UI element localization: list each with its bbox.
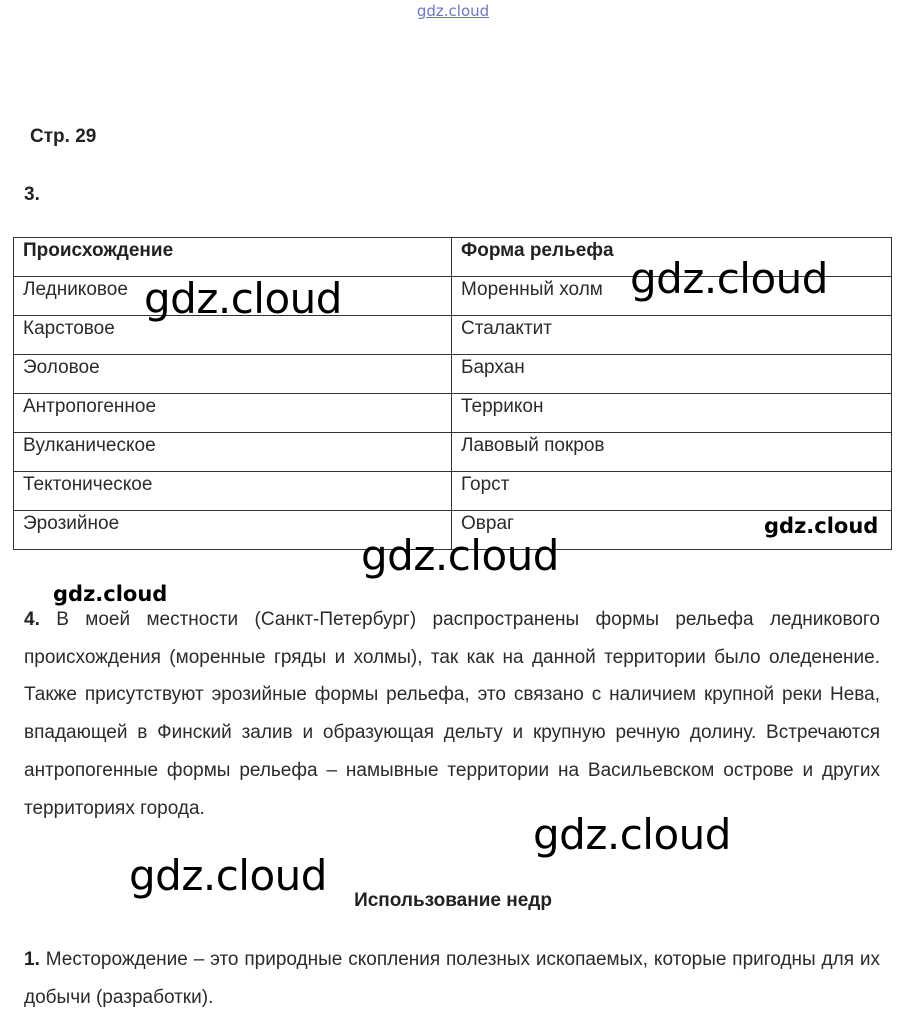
column-header-origin: Происхождение: [14, 238, 452, 277]
origin-cell: Антропогенное: [14, 394, 452, 433]
task-4-paragraph: [24, 601, 880, 827]
table-row: [14, 355, 892, 394]
origin-cell: Тектоническое: [14, 472, 452, 511]
origin-cell: Карстовое: [14, 316, 452, 355]
site-header-link[interactable]: gdz.cloud: [416, 2, 490, 20]
origin-cell: Эрозийное: [14, 511, 452, 550]
watermark: gdz.cloud: [533, 810, 731, 859]
column-header-landform: Форма рельефа: [452, 238, 892, 277]
origin-cell: Ледниковое: [14, 277, 452, 316]
task-3-number: 3.: [24, 184, 40, 205]
landform-cell: Овраг: [452, 511, 892, 550]
task-4-number: 4.: [24, 609, 40, 630]
watermark: gdz.cloud: [764, 514, 879, 538]
task-1-paragraph: [24, 941, 880, 1016]
table-row: [14, 394, 892, 433]
origin-cell: Эоловое: [14, 355, 452, 394]
landform-cell: Горст: [452, 472, 892, 511]
watermark: gdz.cloud: [630, 254, 828, 303]
watermark: gdz.cloud: [361, 531, 559, 580]
landform-cell: Бархан: [452, 355, 892, 394]
task-4-text: В моей местности (Санкт-Петербург) распространены формы рельефа ледникового происхождения (моренные гряды и холмы), так как на данной территории было оледенение. Также присутствуют эрозийные формы рельефа, это связано с наличием крупной реки Нева, впадающей в Финский залив и образующая дельту и крупную речную долину. Встречаются антропогенные формы рельефа – намывные территории на Васильевском острове и других территориях города.: [24, 609, 881, 819]
table-row: [14, 472, 892, 511]
watermark: gdz.cloud: [144, 274, 342, 323]
table-row: [14, 433, 892, 472]
watermark: gdz.cloud: [53, 582, 168, 606]
landform-cell: Моренный холм: [452, 277, 892, 316]
landform-cell: Лавовый покров: [452, 433, 892, 472]
landform-cell: Террикон: [452, 394, 892, 433]
task-1-text: Месторождение – это природные скопления полезных ископаемых, которые пригодны для их добычи (разработки).: [24, 949, 880, 1008]
task-1-number: 1.: [24, 949, 40, 970]
landform-cell: Сталактит: [452, 316, 892, 355]
watermark: gdz.cloud: [129, 851, 327, 900]
origin-cell: Вулканическое: [14, 433, 452, 472]
section-title: Использование недр: [354, 890, 552, 911]
page-label: Стр. 29: [30, 126, 97, 147]
